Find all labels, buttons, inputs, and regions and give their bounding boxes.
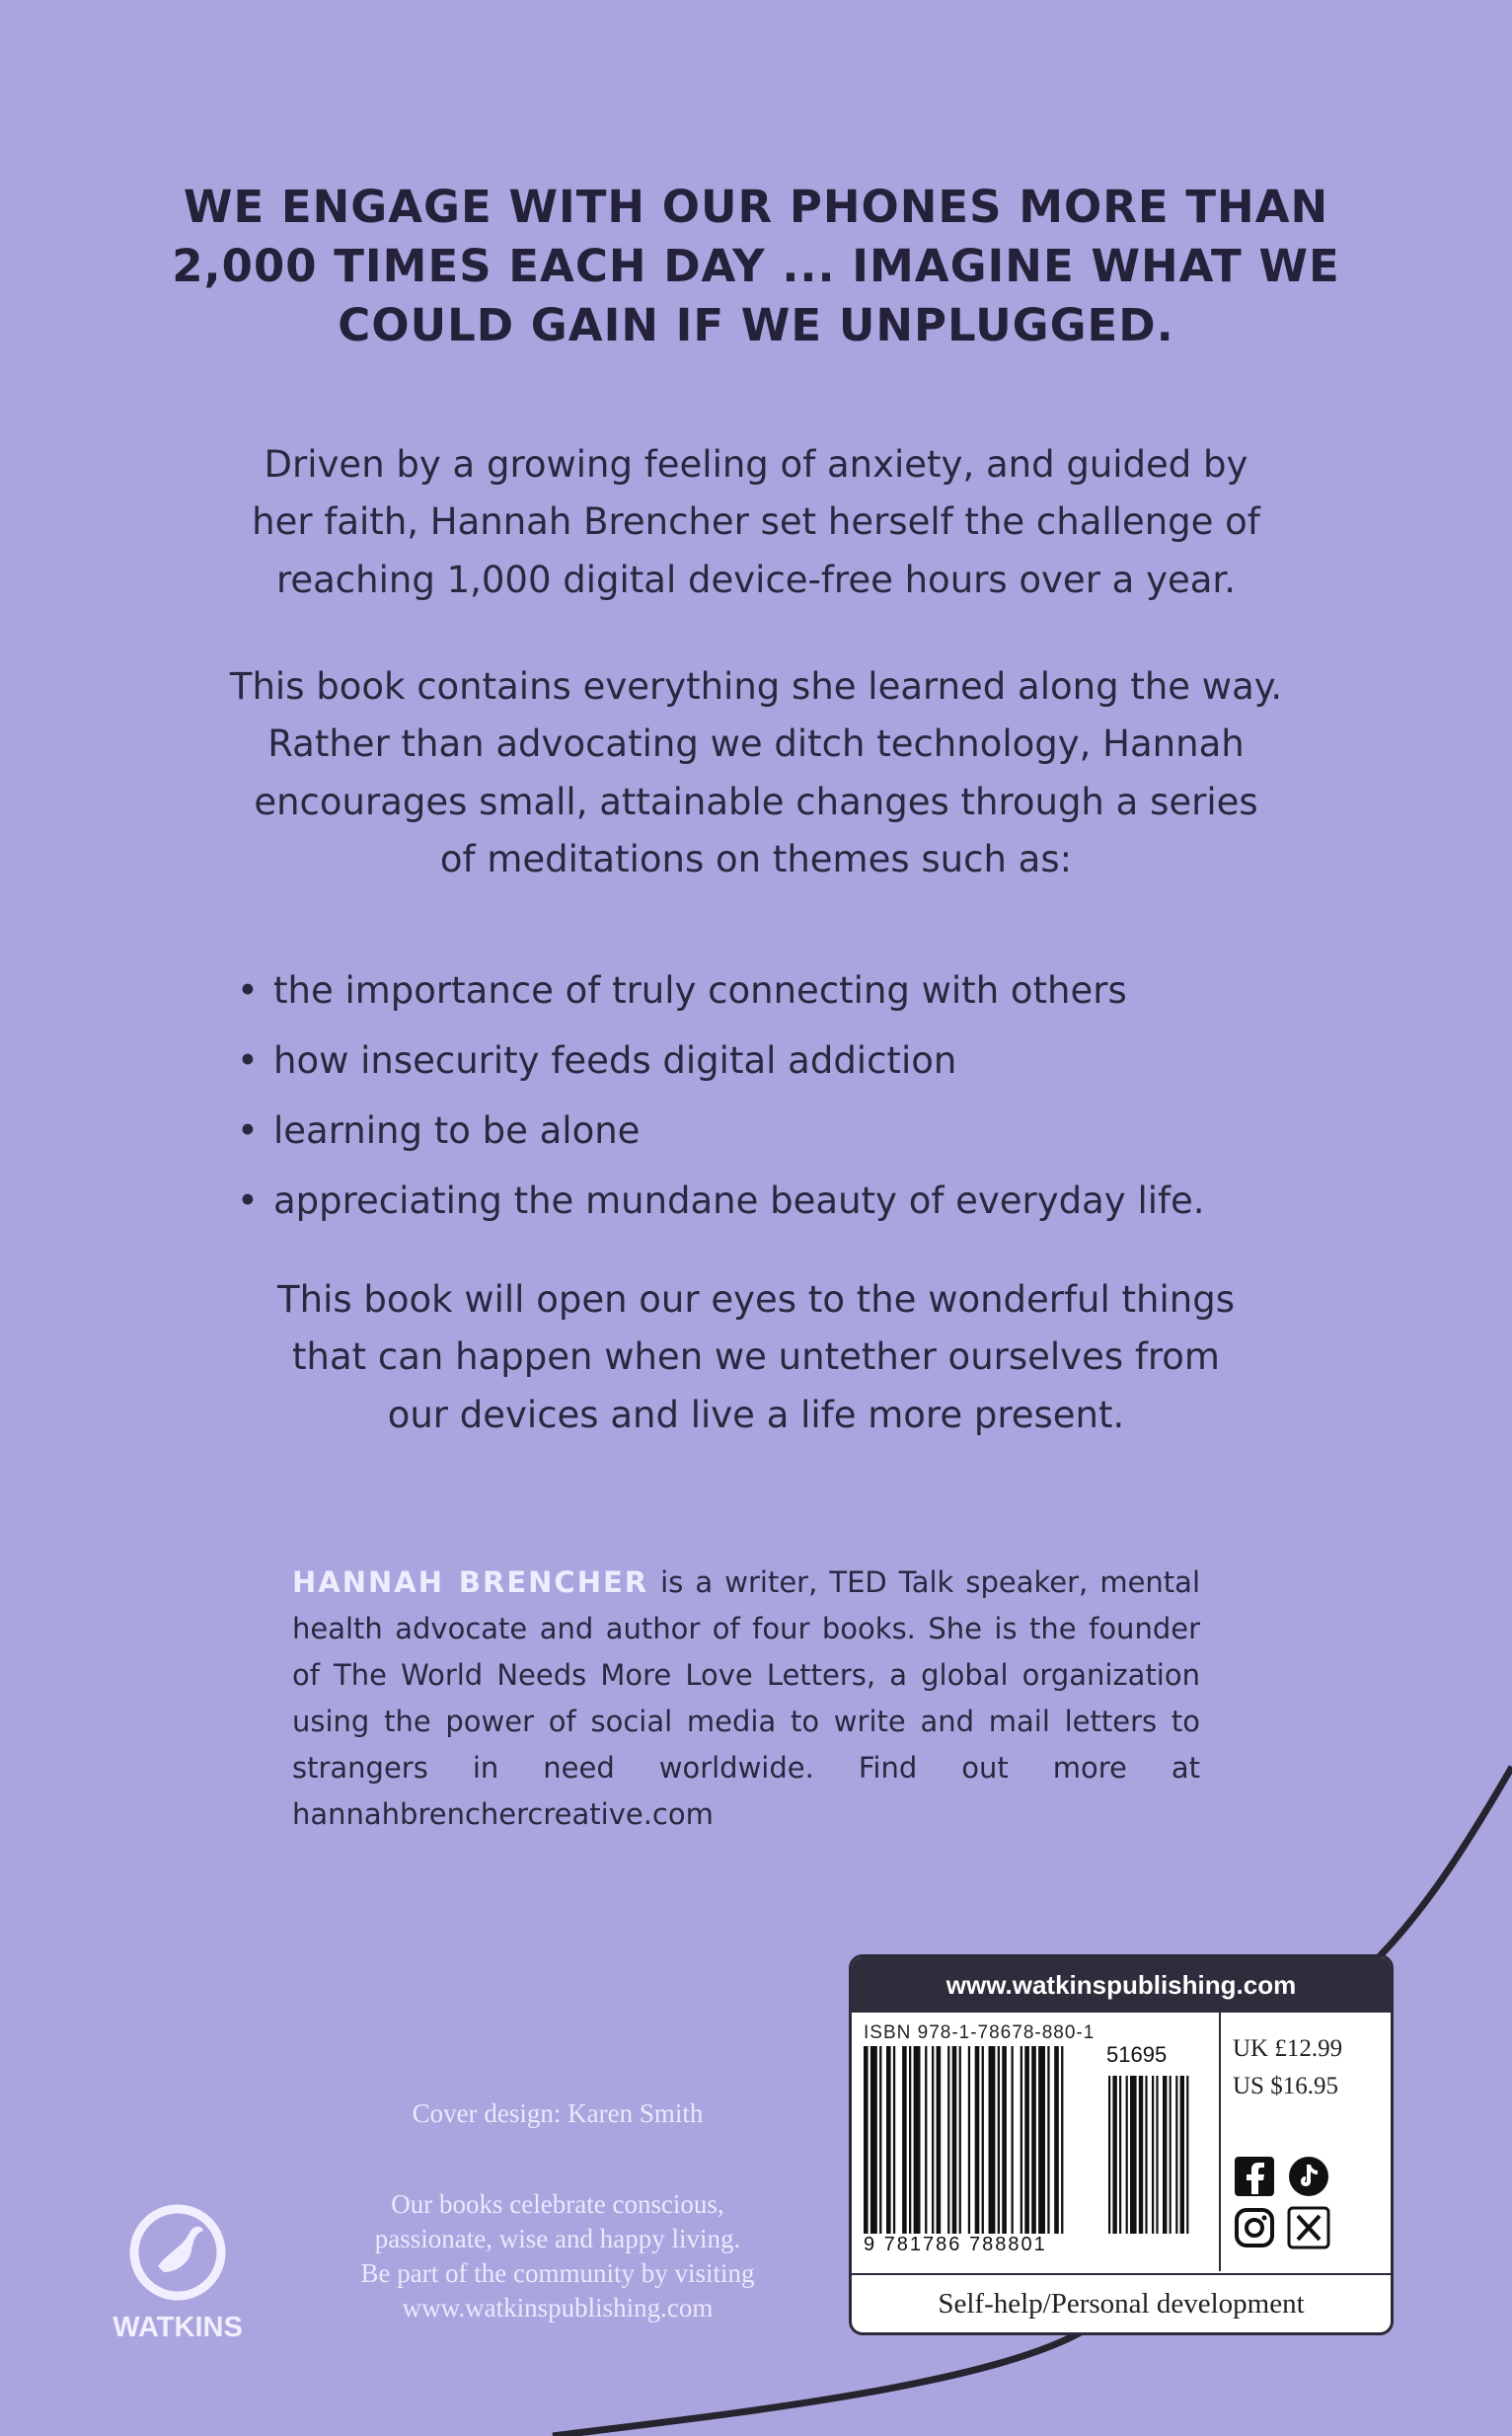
publisher-name: WATKINS xyxy=(113,2312,243,2343)
community-blurb xyxy=(326,2187,790,2325)
sticker-divider xyxy=(1219,2013,1221,2271)
isbn-label: ISBN 978-1-78678-880-1 xyxy=(864,2022,1096,2043)
theme-text: how insecurity feeds digital addiction xyxy=(273,1039,957,1082)
community-line: www.watkinspublishing.com xyxy=(402,2293,714,2323)
theme-text: learning to be alone xyxy=(273,1109,641,1152)
closing-line: This book will open our eyes to the wonderful things xyxy=(277,1278,1235,1321)
cover-design-credit: Cover design: Karen Smith xyxy=(412,2098,704,2128)
publisher-website: www.watkinspublishing.com xyxy=(852,1957,1391,2013)
body-line: This book contains everything she learned along the way. xyxy=(229,665,1283,708)
price-uk: UK £12.99 xyxy=(1233,2035,1343,2062)
bullet-point: • xyxy=(237,969,259,1012)
headline-line: WE ENGAGE WITH OUR PHONES MORE THAN xyxy=(183,181,1329,233)
closing-line: that can happen when we untether ourselves from xyxy=(292,1335,1220,1379)
closing-line: our devices and live a life more present. xyxy=(387,1393,1125,1436)
facebook-icon xyxy=(1233,2155,1276,2198)
community-line: Be part of the community by visiting xyxy=(360,2258,755,2289)
community-line: passionate, wise and happy living. xyxy=(374,2224,741,2254)
body-line: of meditations on themes such as: xyxy=(439,838,1073,881)
author-bio-text: is a writer, TED Talk speaker, mental health advocate and author of four books. She is the founder of The World Needs More Love Letters, a global organization using the power of social media to write and mail letters to strangers in need worldwide. Find out more at hannahbrenchercreative.com xyxy=(292,1565,1200,1831)
theme-text: the importance of truly connecting with others xyxy=(273,969,1127,1012)
tiktok-icon xyxy=(1287,2155,1330,2198)
community-line: Our books celebrate conscious, xyxy=(391,2189,724,2219)
social-icons xyxy=(1233,2155,1351,2257)
headline-line: COULD GAIN IF WE UNPLUGGED. xyxy=(338,298,1174,351)
bullet-point: • xyxy=(237,1109,259,1152)
heron-logo-icon xyxy=(128,2203,227,2302)
headline xyxy=(118,178,1394,355)
book-category: Self-help/Personal development xyxy=(852,2273,1391,2332)
price-sticker xyxy=(849,1954,1394,2335)
theme-item xyxy=(237,1026,1372,1096)
body-line: Rather than advocating we ditch technology, Hannah xyxy=(267,723,1245,766)
intro-paragraph xyxy=(148,436,1364,609)
theme-item xyxy=(237,955,1372,1026)
intro-line: reaching 1,000 digital device-free hours over a year. xyxy=(275,558,1237,601)
body-line: encourages small, attainable changes through a series xyxy=(254,780,1258,823)
body-paragraph xyxy=(148,658,1364,889)
barcode-number: 9 781786 788801 xyxy=(864,2234,1047,2255)
theme-item xyxy=(237,1166,1372,1236)
intro-line: Driven by a growing feeling of anxiety, and guided by xyxy=(264,443,1248,486)
barcode xyxy=(864,2046,1205,2236)
instagram-icon xyxy=(1233,2206,1276,2249)
closing-paragraph xyxy=(148,1271,1364,1444)
intro-line: her faith, Hannah Brencher set herself the challenge of xyxy=(252,500,1260,544)
prices xyxy=(1233,2030,1342,2105)
themes-list xyxy=(237,955,1372,1236)
publisher-logo xyxy=(99,2203,257,2344)
headline-line: 2,000 TIMES EACH DAY ... IMAGINE WHAT WE xyxy=(172,239,1340,292)
bullet-point: • xyxy=(237,1180,259,1222)
bullet-point: • xyxy=(237,1039,259,1082)
theme-text: appreciating the mundane beauty of everyday life. xyxy=(273,1180,1205,1222)
author-name: HANNAH BRENCHER xyxy=(292,1565,649,1599)
author-bio xyxy=(292,1560,1200,1838)
x-icon xyxy=(1287,2206,1330,2249)
barcode-addon-number: 51695 xyxy=(1102,2042,1171,2068)
theme-item xyxy=(237,1096,1372,1166)
price-us: US $16.95 xyxy=(1233,2073,1338,2099)
